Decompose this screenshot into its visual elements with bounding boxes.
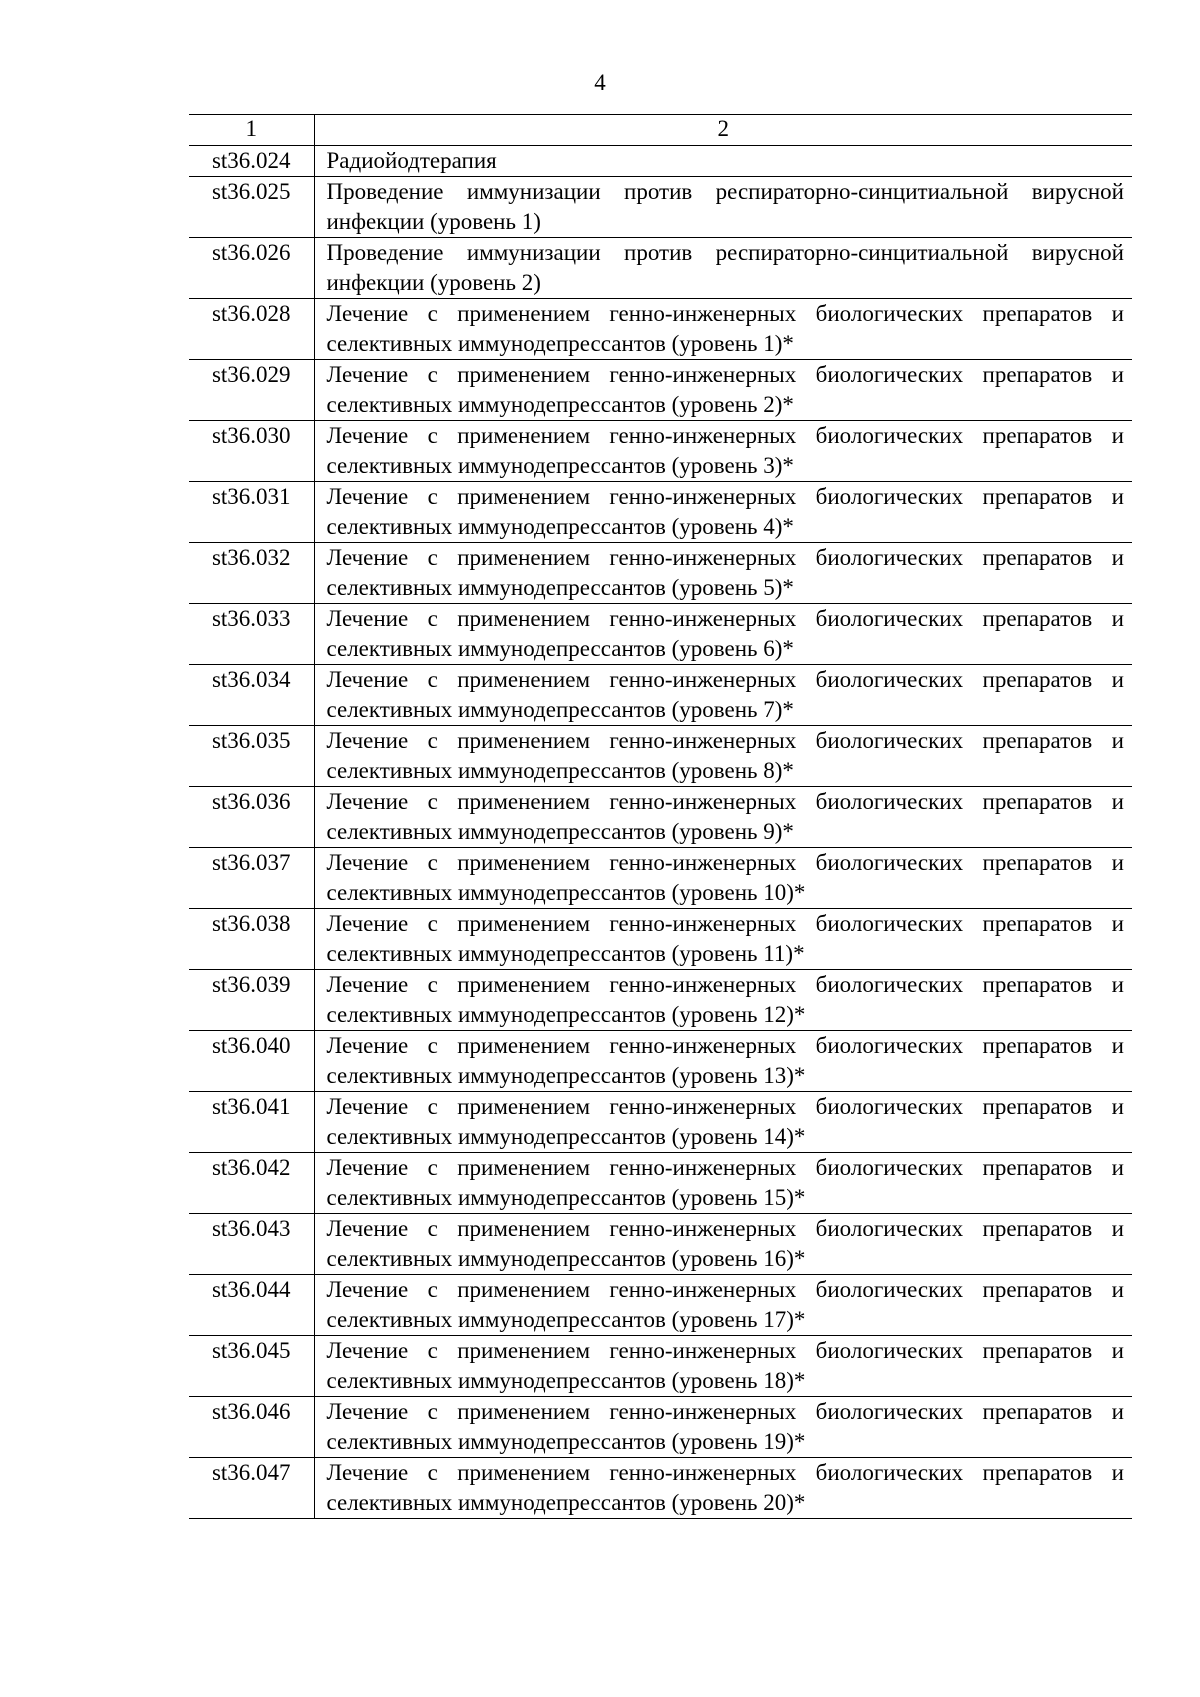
table-row (189, 177, 1132, 238)
column-header-description: 2 (314, 115, 1132, 146)
row-description-cell: Лечение с применением генно-инженерных биологических препаратов и селективных иммунодепрессантов (уровень 20)* (314, 1458, 1132, 1519)
row-code-cell: st36.028 (189, 299, 314, 360)
code-table (189, 114, 1132, 1519)
row-description-cell: Лечение с применением генно-инженерных биологических препаратов и селективных иммунодепрессантов (уровень 5)* (314, 543, 1132, 604)
row-code-cell: st36.046 (189, 1397, 314, 1458)
table-row (189, 1153, 1132, 1214)
row-description-cell: Лечение с применением генно-инженерных биологических препаратов и селективных иммунодепрессантов (уровень 4)* (314, 482, 1132, 543)
page-number: 4 (594, 70, 606, 95)
table-row (189, 787, 1132, 848)
row-description-cell: Лечение с применением генно-инженерных биологических препаратов и селективных иммунодепрессантов (уровень 2)* (314, 360, 1132, 421)
row-description-cell: Лечение с применением генно-инженерных биологических препаратов и селективных иммунодепрессантов (уровень 3)* (314, 421, 1132, 482)
row-code-cell: st36.035 (189, 726, 314, 787)
row-description-cell: Лечение с применением генно-инженерных биологических препаратов и селективных иммунодепрессантов (уровень 6)* (314, 604, 1132, 665)
row-code-cell: st36.032 (189, 543, 314, 604)
row-code-cell: st36.036 (189, 787, 314, 848)
row-code-cell: st36.033 (189, 604, 314, 665)
row-code-cell: st36.031 (189, 482, 314, 543)
row-code-cell: st36.030 (189, 421, 314, 482)
row-description-cell: Лечение с применением генно-инженерных биологических препаратов и селективных иммунодепрессантов (уровень 19)* (314, 1397, 1132, 1458)
table-row (189, 543, 1132, 604)
row-code-cell: st36.040 (189, 1031, 314, 1092)
column-header-code: 1 (189, 115, 314, 146)
row-description-cell: Проведение иммунизации против респираторно-синцитиальной вирусной инфекции (уровень 1) (314, 177, 1132, 238)
table-row (189, 299, 1132, 360)
row-code-cell: st36.044 (189, 1275, 314, 1336)
row-description-cell: Лечение с применением генно-инженерных биологических препаратов и селективных иммунодепрессантов (уровень 18)* (314, 1336, 1132, 1397)
row-code-cell: st36.045 (189, 1336, 314, 1397)
table-row (189, 146, 1132, 177)
table-row (189, 909, 1132, 970)
row-description-cell: Лечение с применением генно-инженерных биологических препаратов и селективных иммунодепрессантов (уровень 12)* (314, 970, 1132, 1031)
table-row (189, 726, 1132, 787)
row-description-cell: Проведение иммунизации против респираторно-синцитиальной вирусной инфекции (уровень 2) (314, 238, 1132, 299)
row-code-cell: st36.025 (189, 177, 314, 238)
row-code-cell: st36.026 (189, 238, 314, 299)
table-row (189, 482, 1132, 543)
row-description-cell: Лечение с применением генно-инженерных биологических препаратов и селективных иммунодепрессантов (уровень 16)* (314, 1214, 1132, 1275)
row-description-cell: Лечение с применением генно-инженерных биологических препаратов и селективных иммунодепрессантов (уровень 7)* (314, 665, 1132, 726)
table-row (189, 970, 1132, 1031)
table-row (189, 1214, 1132, 1275)
table-row (189, 360, 1132, 421)
table-row (189, 421, 1132, 482)
row-description-cell: Лечение с применением генно-инженерных биологических препаратов и селективных иммунодепрессантов (уровень 8)* (314, 726, 1132, 787)
row-description-cell: Лечение с применением генно-инженерных биологических препаратов и селективных иммунодепрессантов (уровень 14)* (314, 1092, 1132, 1153)
table-row (189, 604, 1132, 665)
table-header-row (189, 115, 1132, 146)
row-description-cell: Лечение с применением генно-инженерных биологических препаратов и селективных иммунодепрессантов (уровень 17)* (314, 1275, 1132, 1336)
row-code-cell: st36.041 (189, 1092, 314, 1153)
table-row (189, 238, 1132, 299)
table-row (189, 1458, 1132, 1519)
table-row (189, 848, 1132, 909)
row-code-cell: st36.042 (189, 1153, 314, 1214)
row-description-cell: Лечение с применением генно-инженерных биологических препаратов и селективных иммунодепрессантов (уровень 13)* (314, 1031, 1132, 1092)
row-description-cell: Лечение с применением генно-инженерных биологических препаратов и селективных иммунодепрессантов (уровень 1)* (314, 299, 1132, 360)
row-code-cell: st36.038 (189, 909, 314, 970)
row-code-cell: st36.043 (189, 1214, 314, 1275)
row-description-cell: Лечение с применением генно-инженерных биологических препаратов и селективных иммунодепрессантов (уровень 10)* (314, 848, 1132, 909)
table-row (189, 1336, 1132, 1397)
table-row (189, 1092, 1132, 1153)
row-code-cell: st36.034 (189, 665, 314, 726)
table-row (189, 1397, 1132, 1458)
table-row (189, 1031, 1132, 1092)
table-row (189, 1275, 1132, 1336)
row-description-cell: Лечение с применением генно-инженерных биологических препаратов и селективных иммунодепрессантов (уровень 15)* (314, 1153, 1132, 1214)
row-description-cell: Радиойодтерапия (314, 146, 1132, 177)
row-code-cell: st36.029 (189, 360, 314, 421)
table-body (189, 115, 1132, 1519)
row-description-cell: Лечение с применением генно-инженерных биологических препаратов и селективных иммунодепрессантов (уровень 11)* (314, 909, 1132, 970)
row-code-cell: st36.037 (189, 848, 314, 909)
row-code-cell: st36.024 (189, 146, 314, 177)
row-code-cell: st36.047 (189, 1458, 314, 1519)
row-code-cell: st36.039 (189, 970, 314, 1031)
row-description-cell: Лечение с применением генно-инженерных биологических препаратов и селективных иммунодепрессантов (уровень 9)* (314, 787, 1132, 848)
table-row (189, 665, 1132, 726)
